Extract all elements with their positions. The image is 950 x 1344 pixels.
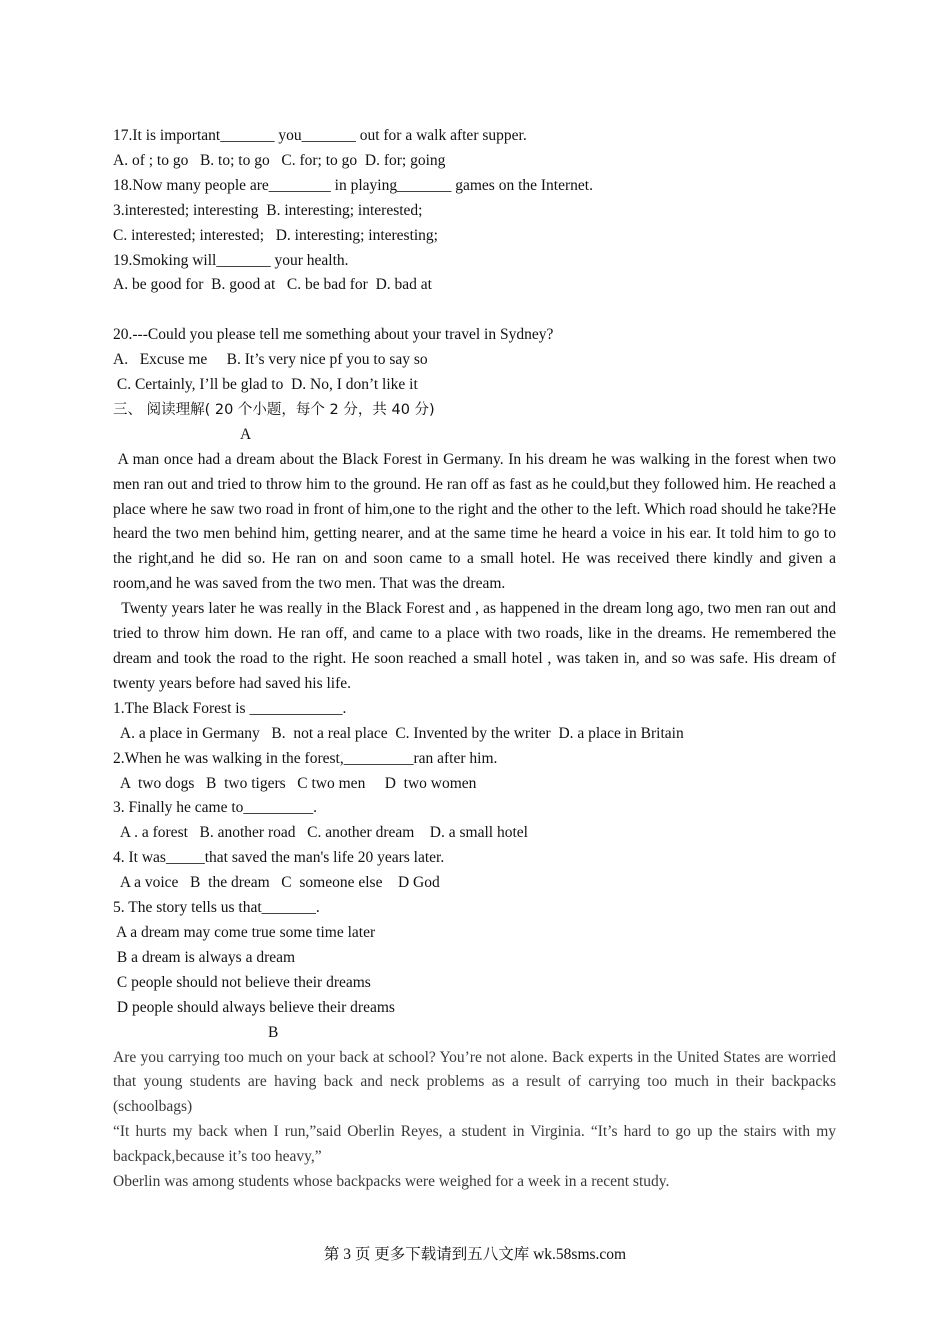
passage-a-question-5-option-c: C people should not believe their dreams — [113, 973, 371, 991]
question-18: 18.Now many people are________ in playing_______ games on the Internet. — [113, 176, 593, 194]
passage-a-question-3: 3. Finally he came to_________. — [113, 799, 318, 817]
passage-a-question-5-option-b: B a dream is always a dream — [113, 948, 296, 966]
passage-b-paragraph-3: Oberlin was among students whose backpacks were weighed for a week in a recent study. — [113, 1173, 670, 1191]
passage-a-paragraph-2: Twenty years later he was really in the Black Forest and , as happened in the dream long ago, two men ran out and tried to throw him down. He ran off, and came to a place with two roads, like in the dreams. He remembered the dream and took the road to the right. He soon reached a small hotel , was taken in, and so was safe. His dream of twenty years before had saved his life. — [113, 600, 840, 692]
question-18-options-a: 3.interested; interesting B. interesting; interested; — [113, 201, 423, 219]
blank-line — [113, 298, 836, 323]
passage-b-paragraph-2: “It hurts my back when I run,”said Oberlin Reyes, a student in Virginia. “It’s hard to go up the stairs with my backpack,because it’s too heavy,” — [113, 1123, 836, 1166]
question-17-options: A. of ; to go B. to; to go C. for; to go D. for; going — [113, 151, 446, 169]
passage-b-paragraph-1: Are you carrying too much on your back at school? You’re not alone. Back experts in the United States are worried that young students are having back and neck problems as a result of carrying too much in their backpacks (schoolbags) — [113, 1048, 836, 1116]
passage-a-question-5: 5. The story tells us that_______. — [113, 899, 320, 917]
question-19: 19.Smoking will_______ your health. — [113, 251, 349, 269]
passage-a-question-2-options: A two dogs B two tigers C two men D two women — [113, 774, 477, 792]
passage-a-question-2: 2.When he was walking in the forest,_________ran after him. — [113, 749, 498, 767]
passage-a-question-1: 1.The Black Forest is ____________. — [113, 699, 347, 717]
question-20-options-a: A. Excuse me B. It’s very nice pf you to say so — [113, 351, 428, 369]
question-19-options: A. be good for B. good at C. be bad for D. bad at — [113, 276, 432, 294]
question-17: 17.It is important_______ you_______ out for a walk after supper. — [113, 127, 527, 144]
section-title: 三、 阅读理解( 20 个小题，每个 2 分，共 40 分) — [113, 401, 435, 418]
passage-a-question-4: 4. It was_____that saved the man's life 20 years later. — [113, 849, 445, 867]
page-footer: 第 3 页 更多下载请到五八文库 wk.58sms.com — [323, 1246, 627, 1263]
page-content — [113, 124, 840, 1195]
passage-a-question-1-options: A. a place in Germany B. not a real place C. Invented by the writer D. a place in Britain — [113, 724, 684, 742]
question-18-options-b: C. interested; interested; D. interesting; interesting; — [113, 226, 438, 244]
question-20-options-b: C. Certainly, I’ll be glad to D. No, I don’t like it — [113, 376, 418, 394]
passage-b-label: B — [268, 1023, 279, 1041]
question-20: 20.---Could you please tell me something about your travel in Sydney? — [113, 326, 554, 344]
passage-a-label: A — [240, 425, 252, 443]
passage-a-question-5-option-a: A a dream may come true some time later — [113, 923, 376, 941]
passage-a-question-5-option-d: D people should always believe their dreams — [113, 998, 395, 1016]
passage-a-question-3-options: A . a forest B. another road C. another dream D. a small hotel — [113, 824, 528, 842]
passage-a-question-4-options: A a voice B the dream C someone else D God — [113, 874, 440, 892]
passage-a-paragraph-1: A man once had a dream about the Black Forest in Germany. In his dream he was walking in the forest when two men ran out and tried to throw him to the ground. He ran off as fast as he could,but they followed him. He reached a place where he saw two road in front of him,one to the right and the other to the left. Which road should he take?He heard the two men behind him, getting nearer, and at the same time he heard a voice in his ear. It told him to go to the right,and he did so. He ran on and soon came to a small hotel. He was received there kindly and given a room,and he was saved from the two men. That was the dream. — [113, 450, 840, 593]
